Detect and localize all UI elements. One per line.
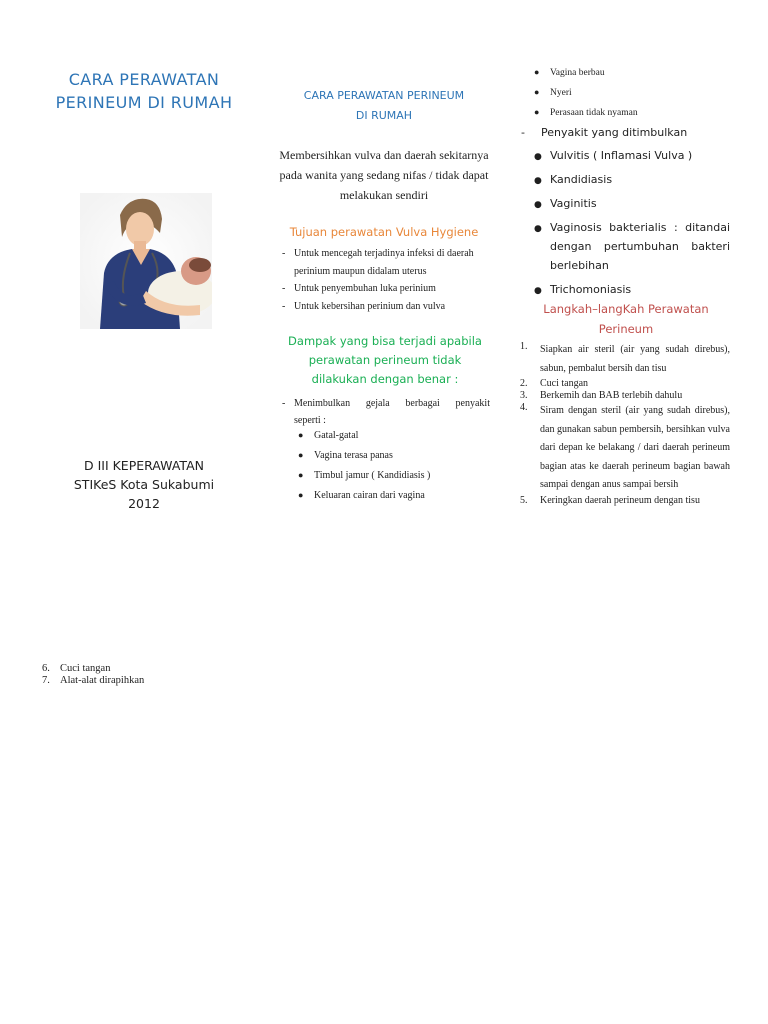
step-number: 1.	[520, 341, 528, 352]
goal-text: Untuk kebersihan perinium dan vulva	[294, 300, 446, 312]
goal-list	[282, 245, 490, 315]
step-text: Siram dengan steril (air yang sudah direbus), dan gunakan sabun pembersih, bersihkan vulva dari depan ke belakang / dari daerah perineum bagian atas ke daerah perineum bagian bawah sampai dengan anus sampai bersih	[540, 405, 730, 490]
bullet-icon: ●	[534, 224, 542, 234]
panel1-footer	[40, 456, 248, 513]
list-item	[298, 430, 490, 450]
step-text: Cuci tangan	[540, 378, 589, 389]
impact-cause: - Menimbulkan gejala berbagai penyakit seperti :	[282, 395, 490, 429]
step-number: 5.	[520, 494, 528, 506]
bullet-icon: ●	[298, 490, 304, 500]
panel2-title-line2: DI RUMAH	[355, 109, 413, 122]
goal-heading: Tujuan perawatan Vulva Hygiene	[289, 225, 479, 239]
step-text: Siapkan air steril (air yang sudah direbus), sabun, pembalut bersih dan tisu	[540, 344, 730, 374]
bullet-icon: ●	[534, 87, 540, 97]
panel1-title: CARA PERAWATAN PERINEUM DI RUMAH	[55, 70, 233, 112]
list-item	[298, 450, 490, 470]
step-text: Berkemih dan BAB terlebih dahulu	[540, 390, 683, 401]
list-item	[534, 146, 730, 165]
step-number: 3.	[520, 390, 528, 401]
list-item	[298, 470, 490, 490]
symptom-text: Gatal-gatal	[314, 430, 359, 441]
symptom-text: Nyeri	[550, 88, 572, 98]
list-item	[520, 402, 730, 495]
symptom-text: Timbul jamur ( Kandidiasis )	[314, 470, 431, 481]
steps-heading: Langkah–langKah Perawatan Perineum	[543, 302, 709, 336]
list-item	[534, 280, 730, 299]
list-item	[520, 495, 730, 507]
list-item	[520, 390, 730, 402]
panel2-title-line1: CARA PERAWATAN PERINEUM	[303, 89, 465, 102]
nurse-holding-baby-photo	[80, 193, 212, 329]
symptom-list	[298, 430, 490, 510]
goal-text: Untuk mencegah terjadinya infeksi di daerah perinium maupun didalam uterus	[294, 248, 474, 277]
list-item	[42, 675, 144, 687]
bullet-icon: ●	[534, 67, 540, 77]
nurse-illustration-icon	[80, 193, 212, 329]
list-item	[520, 341, 730, 378]
list-item	[534, 87, 730, 107]
care-step-list	[520, 341, 730, 507]
cause-line1: Menimbulkan gejala berbagai penyakit	[294, 398, 490, 409]
disease-list	[534, 146, 730, 304]
disease-heading: - Penyakit yang ditimbulkan	[521, 126, 688, 139]
symptom-text: Perasaan tidak nyaman	[550, 108, 638, 118]
list-item	[42, 663, 144, 675]
list-item: - Untuk mencegah terjadinya infeksi di daerah perinium maupun didalam uterus	[282, 245, 490, 280]
footer-year: 2012	[128, 496, 160, 511]
list-item	[534, 218, 730, 275]
step-number: 2.	[520, 378, 528, 389]
disease-text: Trichomoniasis	[550, 283, 632, 296]
symptom-text: Vagina berbau	[550, 68, 605, 78]
list-item: - Untuk penyembuhan luka perinium	[282, 280, 490, 298]
disease-heading-text: Penyakit yang ditimbulkan	[541, 126, 688, 139]
impact-heading: Dampak yang bisa terjadi apabila perawatan perineum tidak dilakukan dengan benar :	[288, 334, 482, 386]
step-text: Cuci tangan	[60, 663, 111, 674]
footer-school: STIKeS Kota Sukabumi	[73, 477, 215, 492]
disease-text: Kandidiasis	[550, 173, 613, 186]
cause-line2: seperti :	[294, 415, 326, 426]
disease-text: Vulvitis ( Inflamasi Vulva )	[550, 149, 693, 162]
bullet-icon: ●	[534, 286, 542, 296]
step-text: Alat-alat dirapihkan	[60, 675, 145, 686]
panel2-intro: Membersihkan vulva dan daerah sekitarnya pada wanita yang sedang nifas / tidak dapat melakukan sendiri	[279, 148, 489, 202]
bullet-icon: ●	[534, 176, 542, 186]
step-number: 6.	[42, 663, 50, 674]
disease-text: Vaginosis bakterialis : ditandai dengan pertumbuhan bakteri berlebihan	[550, 221, 730, 272]
panel2-title	[282, 86, 486, 126]
step-number: 4.	[520, 402, 528, 413]
step-number: 7.	[42, 675, 50, 686]
list-item	[534, 107, 730, 127]
list-item: - Untuk kebersihan perinium dan vulva	[282, 298, 490, 316]
symptom-text: Keluaran cairan dari vagina	[314, 490, 425, 501]
list-item	[298, 490, 490, 510]
bullet-icon: ●	[534, 107, 540, 117]
symptom-text: Vagina terasa panas	[314, 450, 393, 461]
step-text: Keringkan daerah perineum dengan tisu	[540, 494, 700, 506]
panel1-step-list	[42, 663, 144, 687]
list-item	[534, 194, 730, 213]
list-item	[534, 67, 730, 87]
list-item	[534, 170, 730, 189]
footer-program: D III KEPERAWATAN	[83, 458, 205, 473]
extra-symptom-list	[534, 67, 730, 127]
list-item	[520, 378, 730, 390]
bullet-icon: ●	[298, 470, 304, 480]
bullet-icon: ●	[534, 152, 542, 162]
goal-text: Untuk penyembuhan luka perinium	[294, 283, 436, 294]
disease-text: Vaginitis	[550, 197, 597, 210]
bullet-icon: ●	[298, 430, 304, 440]
bullet-icon: ●	[534, 200, 542, 210]
bullet-icon: ●	[298, 450, 304, 460]
